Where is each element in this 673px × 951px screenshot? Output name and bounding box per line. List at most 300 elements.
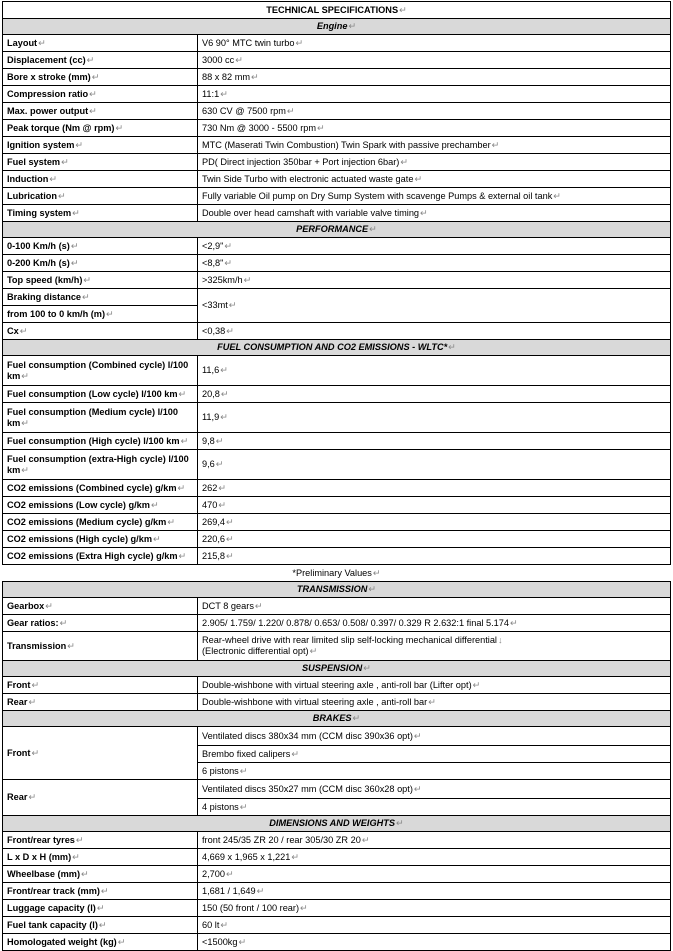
spec-label <box>3 632 198 661</box>
spec-label-text: Gear ratios: <box>7 617 59 628</box>
spec-value <box>198 531 671 548</box>
spec-row <box>3 323 671 340</box>
paragraph-mark-icon: ↵ <box>89 105 97 116</box>
paragraph-mark-icon: ↵ <box>235 54 243 65</box>
spec-table <box>2 1 671 951</box>
spec-label-text: Induction <box>7 173 49 184</box>
spec-row <box>3 69 671 86</box>
paragraph-mark-icon: ↵ <box>31 747 40 758</box>
paragraph-mark-icon: ↵ <box>72 207 80 218</box>
paragraph-mark-icon: ↵ <box>178 550 187 561</box>
paragraph-mark-icon: ↵ <box>510 617 518 628</box>
spec-label-text: Fuel consumption (High cycle) l/100 km <box>7 435 180 446</box>
paragraph-mark-icon: ↵ <box>38 37 46 48</box>
spec-label <box>3 514 198 531</box>
spec-row <box>3 272 671 289</box>
spec-label-text: Layout <box>7 37 38 48</box>
spec-label-text: Braking distance <box>7 291 82 302</box>
spec-label <box>3 480 198 497</box>
spec-row <box>3 480 671 497</box>
paragraph-mark-icon: ↵ <box>91 71 100 82</box>
spec-row <box>3 531 671 548</box>
section-heading <box>3 340 671 356</box>
spec-row <box>3 289 671 306</box>
section-heading-text: BRAKES <box>312 713 352 723</box>
spec-value <box>198 255 671 272</box>
spec-value <box>198 35 671 52</box>
spec-label-text: Top speed (km/h) <box>7 274 83 285</box>
paragraph-mark-icon: ↵ <box>28 792 37 802</box>
paragraph-mark-icon: ↵ <box>153 533 161 544</box>
spec-row <box>3 780 671 799</box>
spec-row <box>3 917 671 934</box>
spec-row <box>3 615 671 632</box>
spec-label-text: CO2 emissions (Combined cycle) g/km <box>7 482 177 493</box>
spec-label-text: CO2 emissions (Extra High cycle) g/km <box>7 550 178 561</box>
paragraph-mark-icon: ↵ <box>396 818 404 828</box>
paragraph-mark-icon: ↵ <box>228 300 237 310</box>
spec-value-text: Double-wishbone with virtual steering axle , anti-roll bar <box>202 696 428 707</box>
spec-value <box>198 171 671 188</box>
spec-value <box>198 849 671 866</box>
paragraph-mark-icon: ↵ <box>413 730 422 741</box>
spec-value-line1: Rear-wheel drive with rear limited slip self-locking mechanical differential <box>202 635 497 645</box>
page-title-text: TECHNICAL SPECIFICATIONS <box>266 4 399 15</box>
spec-value-text: 730 Nm @ 3000 - 5500 rpm <box>202 122 317 133</box>
spec-row <box>3 35 671 52</box>
spec-label-text: Peak torque (Nm @ rpm) <box>7 122 115 133</box>
section-heading <box>3 19 671 35</box>
paragraph-mark-icon: ↵ <box>215 459 224 469</box>
spec-label <box>3 272 198 289</box>
paragraph-mark-icon: ↵ <box>300 902 308 913</box>
spec-value-text: <1500kg <box>202 936 238 947</box>
paragraph-mark-icon: ↵ <box>167 516 176 527</box>
section-header-row <box>3 582 671 598</box>
spec-label <box>3 677 198 694</box>
spec-value <box>198 799 671 816</box>
paragraph-mark-icon: ↵ <box>59 617 68 628</box>
spec-label-text: Homologated weight (kg) <box>7 936 117 947</box>
spec-row <box>3 154 671 171</box>
spec-value <box>198 403 671 433</box>
paragraph-mark-icon: ↵ <box>45 600 53 611</box>
section-heading-text: SUSPENSION <box>302 663 363 673</box>
spec-label <box>3 103 198 120</box>
paragraph-mark-icon: ↵ <box>82 291 90 302</box>
spec-value-text: 88 x 82 mm <box>202 71 250 82</box>
spec-label-text: Transmission <box>7 640 67 651</box>
paragraph-mark-icon: ↵ <box>226 516 234 527</box>
spec-row <box>3 86 671 103</box>
paragraph-mark-icon: ↵ <box>553 190 561 201</box>
spec-row <box>3 356 671 386</box>
spec-value-text: >325km/h <box>202 274 243 285</box>
spec-label-text: 0-100 Km/h (s) <box>7 240 70 251</box>
paragraph-mark-icon: ↵ <box>309 646 318 656</box>
spec-value-text: Ventilated discs 380x34 mm (CCM disc 390x36 opt) <box>202 730 413 741</box>
spec-value-text: 11,9 <box>202 412 220 422</box>
spec-value <box>198 900 671 917</box>
spec-value <box>198 386 671 403</box>
spec-value-text: <8,8" <box>202 257 224 268</box>
paragraph-mark-icon: ↵ <box>70 240 79 251</box>
paragraph-mark-icon: ↵ <box>115 122 124 133</box>
paragraph-mark-icon: ↵ <box>220 365 228 375</box>
spec-value-text: MTC (Maserati Twin Combustion) Twin Spark with passive prechamber <box>202 139 491 150</box>
spec-label-text: Front <box>7 679 31 690</box>
section-heading <box>3 222 671 238</box>
spec-value-line2: (Electronic differential opt) <box>202 646 309 656</box>
paragraph-mark-icon: ↵ <box>352 713 361 723</box>
spec-row <box>3 497 671 514</box>
spec-value <box>198 832 671 849</box>
paragraph-mark-icon: ↵ <box>226 533 234 544</box>
spec-value <box>198 205 671 222</box>
spec-row <box>3 694 671 711</box>
spec-row <box>3 677 671 694</box>
spec-value-text: 2.905/ 1.759/ 1.220/ 0.878/ 0.653/ 0.508/ 0.397/ 0.329 R 2.632:1 final 5.174 <box>202 617 510 628</box>
spec-row <box>3 832 671 849</box>
spec-label <box>3 727 198 780</box>
section-heading <box>3 661 671 677</box>
paragraph-mark-icon: ↵ <box>98 919 107 930</box>
paragraph-mark-icon: ↵ <box>220 388 229 399</box>
note-row <box>3 565 671 582</box>
spec-row <box>3 598 671 615</box>
paragraph-mark-icon: ↵ <box>372 567 381 578</box>
paragraph-mark-icon: ↵ <box>177 482 186 493</box>
paragraph-mark-icon: ↵ <box>224 240 233 251</box>
section-header-row <box>3 222 671 238</box>
spec-value <box>198 238 671 255</box>
spec-label <box>3 598 198 615</box>
spec-label-text: 0-200 Km/h (s) <box>7 257 70 268</box>
paragraph-mark-icon: ↵ <box>218 499 227 510</box>
spec-value-text: Brembo fixed calipers <box>202 748 291 759</box>
spec-value <box>198 272 671 289</box>
spec-label <box>3 832 198 849</box>
spec-value-text: 1,681 / 1,649 <box>202 885 256 896</box>
spec-value-text: Double over head camshaft with variable valve timing <box>202 207 420 218</box>
spec-value <box>198 934 671 951</box>
spec-value <box>198 69 671 86</box>
paragraph-mark-icon: ↵ <box>413 783 422 794</box>
section-heading-text: DIMENSIONS AND WEIGHTS <box>269 818 396 828</box>
spec-label-text: CO2 emissions (Medium cycle) g/km <box>7 516 167 527</box>
paragraph-mark-icon: ↵ <box>72 851 80 862</box>
spec-value-text: 20,8 <box>202 388 220 399</box>
paragraph-mark-icon: ↵ <box>295 37 304 48</box>
spec-value-text: <33mt <box>202 300 228 310</box>
spec-row <box>3 450 671 480</box>
spec-label <box>3 205 198 222</box>
paragraph-mark-icon: ↵ <box>317 122 325 133</box>
spec-value-text: 470 <box>202 499 218 510</box>
paragraph-mark-icon: ↵ <box>21 370 29 381</box>
spec-label-text: Fuel system <box>7 156 61 167</box>
paragraph-mark-icon: ↵ <box>220 919 229 930</box>
spec-value-text: 2,700 <box>202 868 225 879</box>
spec-label-text: L x D x H (mm) <box>7 851 72 862</box>
spec-row <box>3 120 671 137</box>
paragraph-mark-icon: ↵ <box>218 482 227 493</box>
section-header-row <box>3 340 671 356</box>
spec-value-text: 4 pistons <box>202 801 239 812</box>
spec-value <box>198 763 671 780</box>
paragraph-mark-icon: ↵ <box>243 274 252 285</box>
paragraph-mark-icon: ↵ <box>215 435 224 446</box>
spec-value <box>198 356 671 386</box>
spec-label-text: Wheelbase (mm) <box>7 868 81 879</box>
paragraph-mark-icon: ↵ <box>178 388 187 399</box>
spec-row <box>3 188 671 205</box>
spec-label <box>3 866 198 883</box>
spec-value <box>198 120 671 137</box>
spec-value-text: 9,6 <box>202 459 215 469</box>
line-break-icon: ↓ <box>497 635 503 645</box>
paragraph-mark-icon: ↵ <box>226 868 234 879</box>
spec-label <box>3 450 198 480</box>
section-heading-text: TRANSMISSION <box>296 584 368 594</box>
spec-value-text: 9,8 <box>202 435 215 446</box>
spec-value <box>198 883 671 900</box>
spec-label <box>3 323 198 340</box>
spec-label <box>3 548 198 565</box>
spec-label <box>3 52 198 69</box>
spec-row <box>3 883 671 900</box>
paragraph-mark-icon: ↵ <box>58 190 66 201</box>
spec-label <box>3 86 198 103</box>
section-heading-text: PERFORMANCE <box>296 224 369 234</box>
paragraph-mark-icon: ↵ <box>220 412 228 422</box>
paragraph-mark-icon: ↵ <box>286 105 295 116</box>
spec-label <box>3 255 198 272</box>
spec-row <box>3 866 671 883</box>
spec-label <box>3 780 198 816</box>
spec-label <box>3 386 198 403</box>
preliminary-note-text: *Preliminary Values <box>292 567 372 578</box>
paragraph-mark-icon: ↵ <box>238 936 247 947</box>
spec-value-text: Ventilated discs 350x27 mm (CCM disc 360x28 opt) <box>202 783 413 794</box>
paragraph-mark-icon: ↵ <box>75 834 84 845</box>
spec-label <box>3 356 198 386</box>
paragraph-mark-icon: ↵ <box>117 936 126 947</box>
section-header-row <box>3 711 671 727</box>
spec-value <box>198 137 671 154</box>
spec-row <box>3 433 671 450</box>
paragraph-mark-icon: ↵ <box>256 885 265 896</box>
section-heading <box>3 711 671 727</box>
paragraph-mark-icon: ↵ <box>28 696 37 707</box>
spec-label <box>3 900 198 917</box>
spec-value <box>198 548 671 565</box>
spec-label-text: Gearbox <box>7 600 45 611</box>
spec-label <box>3 694 198 711</box>
paragraph-mark-icon: ↵ <box>399 4 407 15</box>
section-heading <box>3 582 671 598</box>
spec-value-text: <2,9" <box>202 240 224 251</box>
paragraph-mark-icon: ↵ <box>220 88 228 99</box>
spec-row <box>3 255 671 272</box>
spec-value-text: 11,6 <box>202 365 220 375</box>
spec-row <box>3 632 671 661</box>
spec-row <box>3 205 671 222</box>
spec-label <box>3 497 198 514</box>
paragraph-mark-icon: ↵ <box>75 139 84 150</box>
paragraph-mark-icon: ↵ <box>428 696 436 707</box>
paragraph-mark-icon: ↵ <box>106 308 114 319</box>
spec-value <box>198 323 671 340</box>
title-row <box>3 2 671 19</box>
spec-label-text: Lubrication <box>7 190 58 201</box>
paragraph-mark-icon: ↵ <box>67 640 75 651</box>
spec-value <box>198 188 671 205</box>
spec-label-text: Front/rear tyres <box>7 834 75 845</box>
spec-label-text: Max. power output <box>7 105 89 116</box>
spec-value <box>198 917 671 934</box>
spec-value-text: 11:1 <box>202 88 220 99</box>
section-header-row <box>3 816 671 832</box>
spec-value-text: 262 <box>202 482 218 493</box>
spec-label-text: from 100 to 0 km/h (m) <box>7 308 106 319</box>
paragraph-mark-icon: ↵ <box>251 71 259 82</box>
spec-value <box>198 615 671 632</box>
spec-label-text: Fuel consumption (Medium cycle) l/100 km <box>7 406 179 428</box>
section-heading-text: FUEL CONSUMPTION AND CO2 EMISSIONS - WLTC* <box>217 342 448 352</box>
spec-row <box>3 171 671 188</box>
spec-value-text: 215,8 <box>202 550 225 561</box>
spec-label <box>3 154 198 171</box>
spec-value-text: 220,6 <box>202 533 225 544</box>
section-heading-text: Engine <box>316 21 348 31</box>
section-header-row <box>3 19 671 35</box>
spec-value <box>198 780 671 799</box>
paragraph-mark-icon: ↵ <box>70 257 79 268</box>
paragraph-mark-icon: ↵ <box>420 207 428 218</box>
spec-label-text: Front/rear track (mm) <box>7 885 100 896</box>
spec-label <box>3 120 198 137</box>
spec-label-text: Bore x stroke (mm) <box>7 71 91 82</box>
spec-row <box>3 849 671 866</box>
paragraph-mark-icon: ↵ <box>100 885 109 896</box>
paragraph-mark-icon: ↵ <box>224 257 233 268</box>
spec-value <box>198 52 671 69</box>
paragraph-mark-icon: ↵ <box>239 801 248 812</box>
spec-label <box>3 433 198 450</box>
spec-value-text: front 245/35 ZR 20 / rear 305/30 ZR 20 <box>202 834 361 845</box>
spec-value-text: 3000 cc <box>202 54 235 65</box>
paragraph-mark-icon: ↵ <box>254 600 263 611</box>
page-title <box>3 2 671 19</box>
spec-label <box>3 188 198 205</box>
spec-value <box>198 866 671 883</box>
spec-row <box>3 900 671 917</box>
spec-label <box>3 238 198 255</box>
paragraph-mark-icon: ↵ <box>348 21 357 31</box>
spec-label-text: Displacement (cc) <box>7 54 86 65</box>
spec-label-text: Luggage capacity (l) <box>7 902 96 913</box>
spec-label-text: Timing system <box>7 207 72 218</box>
spec-value <box>198 433 671 450</box>
spec-value-text: DCT 8 gears <box>202 600 254 611</box>
spec-row <box>3 548 671 565</box>
spec-value-text: 6 pistons <box>202 765 239 776</box>
spec-label <box>3 849 198 866</box>
spec-value <box>198 86 671 103</box>
spec-label <box>3 137 198 154</box>
spec-label <box>3 615 198 632</box>
spec-label-text: Ignition system <box>7 139 75 150</box>
preliminary-note <box>3 565 671 582</box>
paragraph-mark-icon: ↵ <box>19 325 28 336</box>
paragraph-mark-icon: ↵ <box>361 834 370 845</box>
paragraph-mark-icon: ↵ <box>21 417 29 428</box>
spec-label <box>3 531 198 548</box>
spec-label <box>3 289 198 306</box>
spec-value-text: Double-wishbone with virtual steering axle , anti-roll bar (Lifter opt) <box>202 679 472 690</box>
spec-value-text: PD( Direct injection 350bar + Port injection 6bar) <box>202 156 400 167</box>
section-header-row <box>3 661 671 677</box>
spec-label-text: Front <box>7 747 31 758</box>
spec-value <box>198 598 671 615</box>
spec-label-text: Compression ratio <box>7 88 89 99</box>
spec-value <box>198 480 671 497</box>
spec-value <box>198 497 671 514</box>
paragraph-mark-icon: ↵ <box>400 156 409 167</box>
spec-value-text: <0,38 <box>202 325 226 336</box>
paragraph-mark-icon: ↵ <box>180 435 189 446</box>
paragraph-mark-icon: ↵ <box>21 464 29 475</box>
spec-label-text: Fuel tank capacity (l) <box>7 919 98 930</box>
spec-label <box>3 934 198 951</box>
spec-value-text: V6 90° MTC twin turbo <box>202 37 295 48</box>
paragraph-mark-icon: ↵ <box>86 54 95 65</box>
spec-value <box>198 450 671 480</box>
spec-value <box>198 514 671 531</box>
spec-label <box>3 171 198 188</box>
spec-row <box>3 386 671 403</box>
spec-label-text: CO2 emissions (High cycle) g/km <box>7 533 153 544</box>
spec-value-text: 269,4 <box>202 516 225 527</box>
paragraph-mark-icon: ↵ <box>291 851 300 862</box>
paragraph-mark-icon: ↵ <box>363 663 371 673</box>
spec-value-text: Fully variable Oil pump on Dry Sump System with scavenge Pumps & external oil tank <box>202 190 553 201</box>
spec-label-text: Fuel consumption (extra-High cycle) l/100 km <box>7 453 189 475</box>
spec-label-text: Cx <box>7 325 19 336</box>
spec-row <box>3 514 671 531</box>
spec-value-text: 630 CV @ 7500 rpm <box>202 105 286 116</box>
spec-label <box>3 306 198 323</box>
spec-value <box>198 154 671 171</box>
paragraph-mark-icon: ↵ <box>89 88 97 99</box>
spec-label <box>3 917 198 934</box>
paragraph-mark-icon: ↵ <box>291 748 300 759</box>
spec-row <box>3 403 671 433</box>
spec-value-text: 4,669 x 1,965 x 1,221 <box>202 851 291 862</box>
spec-row <box>3 934 671 951</box>
spec-value <box>198 289 671 323</box>
spec-label-text: CO2 emissions (Low cycle) g/km <box>7 499 150 510</box>
spec-value-text: 60 lt <box>202 919 220 930</box>
spec-label-text: Fuel consumption (Combined cycle) l/100 km <box>7 359 189 381</box>
spec-label <box>3 69 198 86</box>
spec-value <box>198 727 671 746</box>
paragraph-mark-icon: ↵ <box>49 173 58 184</box>
paragraph-mark-icon: ↵ <box>83 274 92 285</box>
paragraph-mark-icon: ↵ <box>31 679 40 690</box>
spec-row <box>3 52 671 69</box>
